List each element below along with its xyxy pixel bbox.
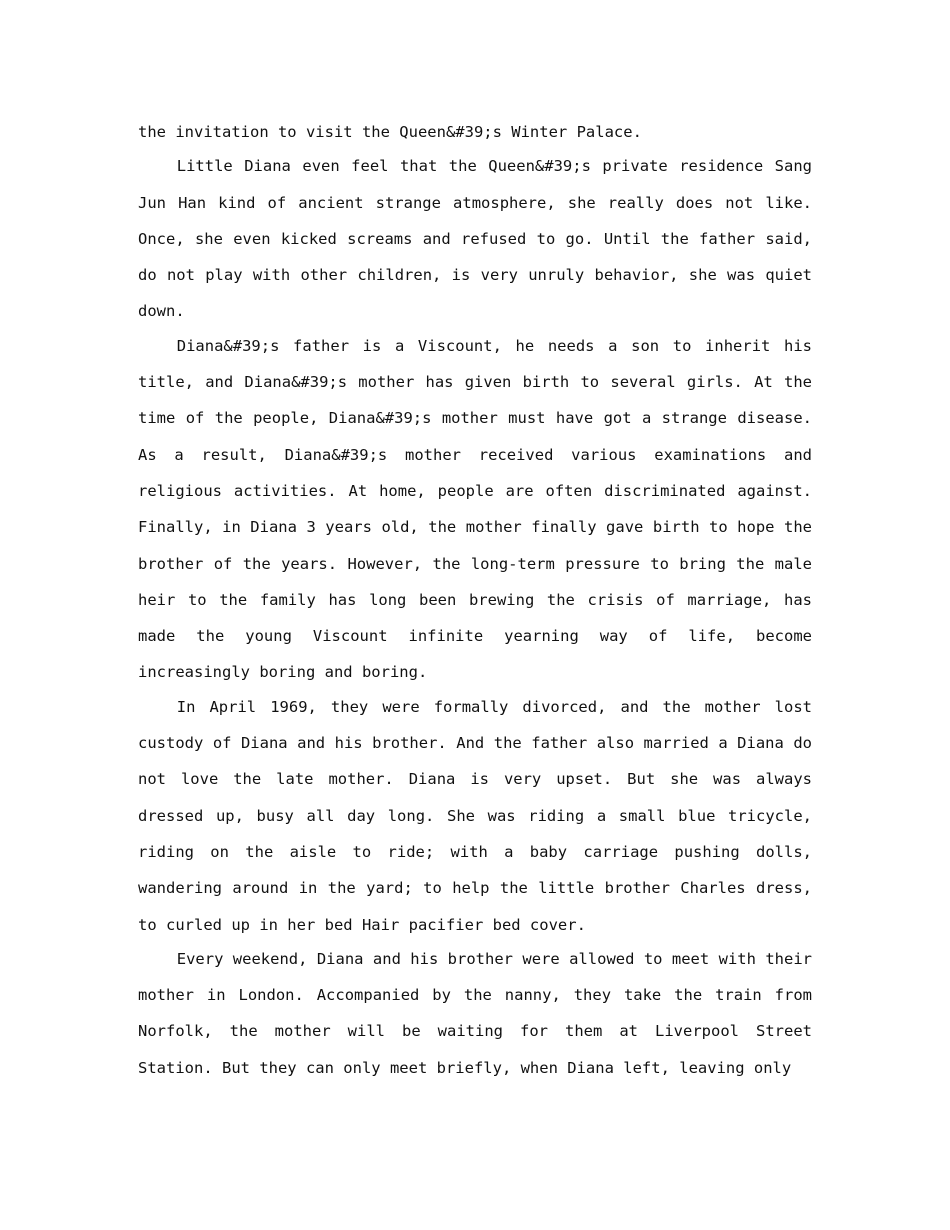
paragraph: Little Diana even feel that the Queen&#39;s private residence Sang Jun Han kind of ancient strange atmosphere, she really does not like. Once, she even kicked screams and refused to go. Until the father said, do not play with other children, is very unruly behavior, she was quiet down. [138, 157, 812, 321]
paragraph: Diana&#39;s father is a Viscount, he needs a son to inherit his title, and Diana&#39;s mother has given birth to several girls. At the time of the people, Diana&#39;s mother must have got a strange disease. As a result, Diana&#39;s mother received various examinations and religious activities. At home, people are often discriminated against. Finally, in Diana 3 years old, the mother finally gave birth to hope the brother of the years. However, the long-term pressure to bring the male heir to the family has long been brewing the crisis of marriage, has made the young Viscount infinite yearning way of life, become increasingly boring and boring. [138, 336, 812, 682]
document-body [138, 114, 812, 1084]
paragraph-continuation: the invitation to visit the Queen&#39;s Winter Palace. [138, 123, 642, 141]
paragraph: Every weekend, Diana and his brother were allowed to meet with their mother in London. Accompanied by the nanny, they take the train from Norfolk, the mother will be waiting for them at Liverpool Street Station. But they can only meet briefly, when Diana left, leaving only [138, 949, 812, 1077]
paragraph: In April 1969, they were formally divorced, and the mother lost custody of Diana and his brother. And the father also married a Diana do not love the late mother. Diana is very upset. But she was always dressed up, busy all day long. She was riding a small blue tricycle, riding on the aisle to ride; with a baby carriage pushing dolls, wandering around in the yard; to help the little brother Charles dress, to curled up in her bed Hair pacifier bed cover. [138, 697, 812, 934]
